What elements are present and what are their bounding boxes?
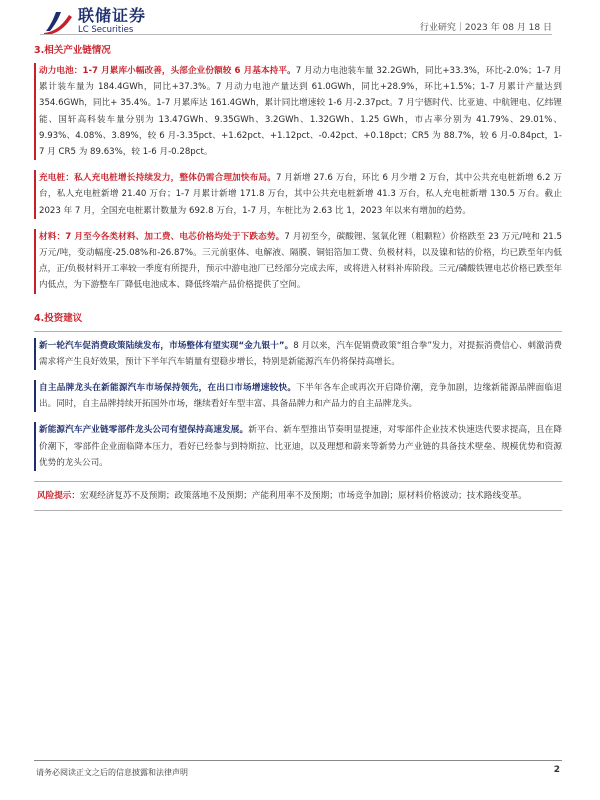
parts-supplier-paragraph xyxy=(34,422,562,471)
battery-paragraph xyxy=(34,63,562,160)
risk-warning-box xyxy=(34,481,562,511)
materials-body: 7 月初至今，碳酸锂、氢氧化锂（粗颗粒）价格跌至 23 万元/吨和 21.5 万元/吨，变动幅度-25.08%和-26.87%。三元前驱体、电解液、隔膜、铜铝箔加工费、负极材料，以及镍和钴的价格，均已跌至年内低点，正/负极材料开工率较一季度有所提升，预示中游电池厂已经部分完成去库，或将进入材料补库阶段。三元/磷酸铁锂电芯价格已跌至年内低点，为下游整车厂降低电池成本、降低终端产品价格提供了空间。 xyxy=(39,231,562,291)
section-title-investment: 4.投资建议 xyxy=(34,312,83,324)
materials-heading: 材料：7 月至今各类材料、加工费、电芯价格均处于下跌态势。 xyxy=(39,231,285,242)
domestic-brand-paragraph xyxy=(34,380,562,412)
parts-supplier-heading: 新能源汽车产业链零部件龙头公司有望保持高速发展。 xyxy=(39,425,249,436)
policy-paragraph xyxy=(34,338,562,370)
charging-pile-body: 7 月新增 27.6 万台，环比 6 月少增 2 万台，其中公共充电桩新增 6.2 万台，私人充电桩新增 21.40 万台；1-7 月累计新增 171.8 万台，其中公共充电桩新增 41.3 万台，私人充电桩新增 130.5 万台。截止 2023 年 7 月，全国充电桩累计数量为 692.8 万台，1-7 月，车桩比为 2.63 比 1，2023 年以来有增加的趋势。 xyxy=(39,173,562,216)
lc-logo-icon xyxy=(40,8,73,36)
materials-paragraph xyxy=(34,229,562,294)
page-number: 2 xyxy=(553,765,560,775)
domestic-brand-heading: 自主品牌龙头在新能源汽车市场保持领先，在出口市场增速较快。 xyxy=(39,383,297,394)
company-logo xyxy=(40,7,146,36)
logo-english-name: LC Securities xyxy=(78,25,134,35)
logo-chinese-name: 联储证券 xyxy=(78,6,147,25)
battery-body: 7 月动力电池装车量 32.2GWh，同比+33.3%，环比-2.0%；1-7 月累计装车量为 184.4GWh，同比+37.3%。7 月动力电池产量达到 61.0GWh，同比+28.9%，环比+1.5%；1-7 月累计产量达到 354.6GWh，同比+ 35.4%。1-7 月累库达 161.4GWh，累计同比增速较 1-6 月-2.37pct。7 月宁德时代、比亚迪、中航锂电、亿纬锂能、国轩高科装车量分别为 13.47GWh、9.35GWh、3.2GWh、1.32GWh、1.25 GWh，市占率分别为 41.79%、29.01%、9.93%、4.08%、3.89%，较 6 月-3.35pct、+1.62pct、+1.12pct、-0.42pct、+0.18pct；CR5 为 88.7%，较 6 月-0.84pct，1-7 月 CR5 为 89.63%，较 1-6 月-0.28pct。 xyxy=(39,66,562,158)
report-type-date: 行业研究｜2023 年 08 月 18 日 xyxy=(419,23,552,33)
section-divider xyxy=(34,331,562,332)
report-body xyxy=(34,42,562,511)
policy-body: 8 月以来，汽车促销费政策“组合拳”发力，对提振消费信心、刺激消费需求将产生良好效果，预计下半年汽车销量有望稳步增长，特别是新能源汽车仍将保持高增长。 xyxy=(39,340,562,367)
section-title-industry-chain: 3.相关产业链情况 xyxy=(34,45,111,56)
battery-heading: 动力电池：1-7 月累库小幅改善，头部企业份额较 6 月基本持平。 xyxy=(39,66,296,76)
parts-supplier-body: 新平台、新车型推出节奏明显提速，对零部件企业技术快速迭代要求提高，且在降价潮下，零部件企业面临降本压力，看好已经参与到特斯拉、比亚迪，以及理想和蔚来等新势力产业链的具备技术壁垒、规模优势和资源优势的龙头公司。 xyxy=(39,425,562,468)
header-divider xyxy=(40,34,552,35)
charging-pile-heading: 充电桩：私人充电桩增长持续发力，整体仍需合理加快布局。 xyxy=(39,173,277,184)
risk-paragraph xyxy=(37,488,562,504)
footer-divider xyxy=(34,760,562,761)
risk-heading: 风险提示： xyxy=(37,491,80,502)
charging-pile-paragraph xyxy=(34,170,562,219)
policy-heading: 新一轮汽车促消费政策陆续发布，市场整体有望实现“金九银十”。 xyxy=(39,340,294,351)
domestic-brand-body: 下半年各车企或再次开启降价潮，竞争加剧，边缘新能源品牌面临退出。同时，自主品牌持续开拓国外市场，继续看好车型丰富、具备品牌力和产品力的自主品牌龙头。 xyxy=(39,383,562,410)
disclaimer-note: 请务必阅读正文之后的信息披露和法律声明 xyxy=(36,768,188,777)
risk-body: 宏观经济复苏不及预期；政策落地不及预期；产能利用率不及预期；市场竞争加剧；原材料价格波动；技术路线变革。 xyxy=(79,491,527,502)
